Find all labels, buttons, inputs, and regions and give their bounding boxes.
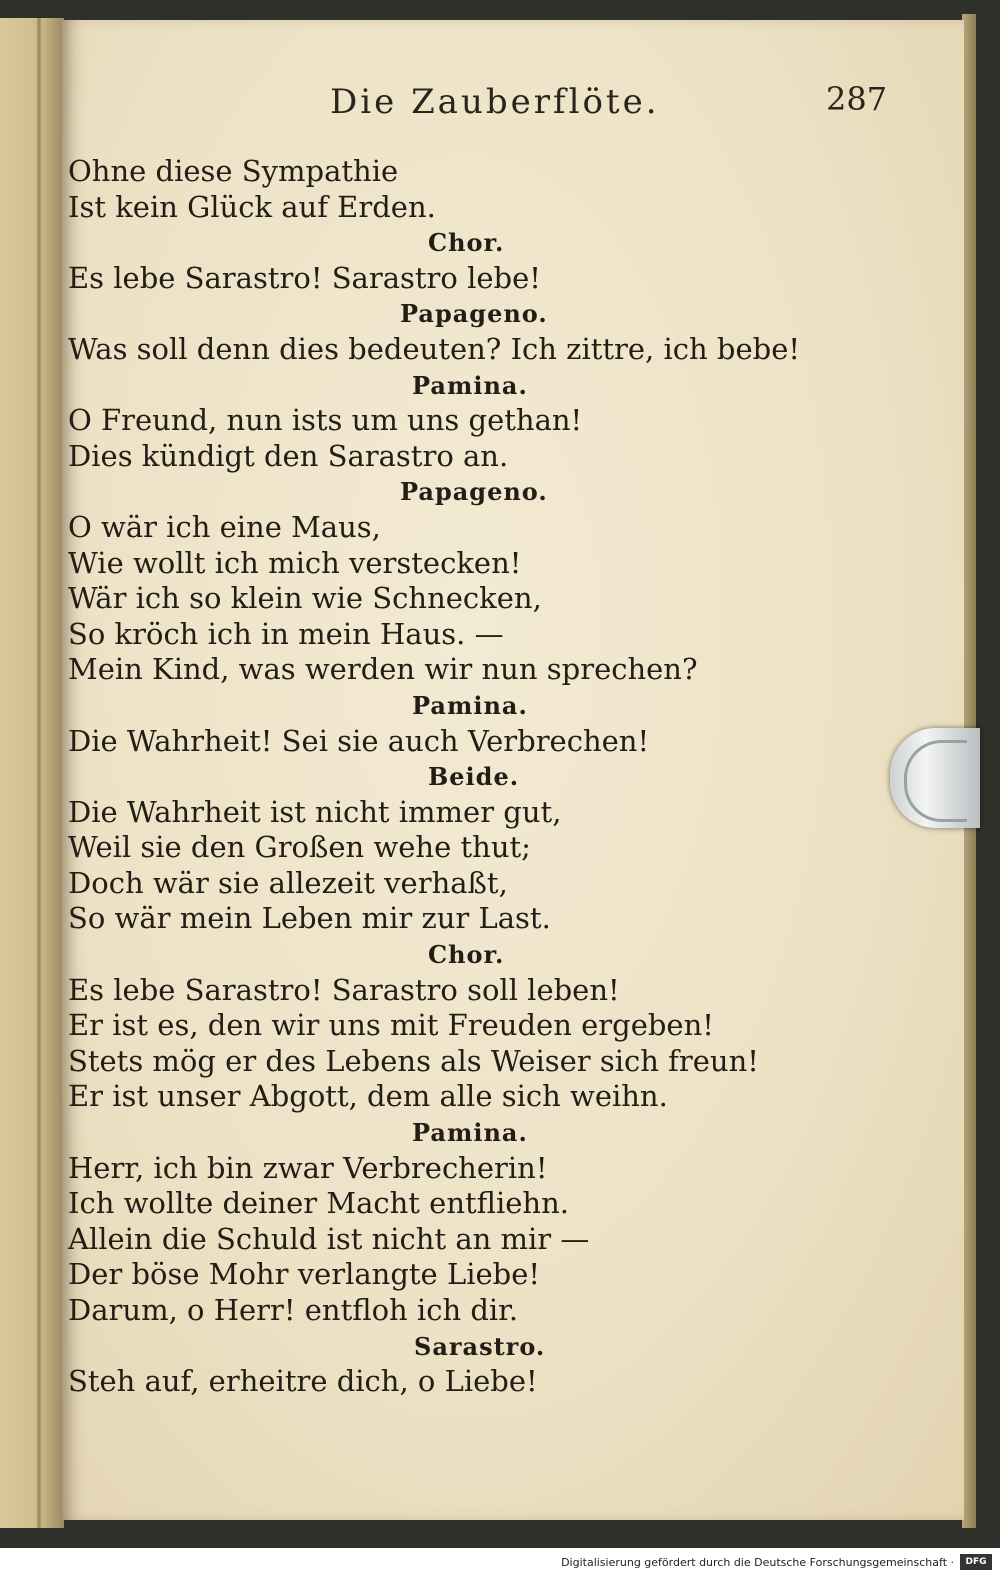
verse-line: Die Wahrheit! Sei sie auch Verbrechen! (68, 723, 650, 758)
verse-line: Er ist unser Abgott, dem alle sich weihn. (68, 1079, 668, 1114)
verse-line: Was soll denn dies bedeuten? Ich zittre, ich bebe! (68, 331, 801, 366)
verse-line: Herr, ich bin zwar Verbrecherin! (68, 1150, 548, 1185)
funding-credit: Digitalisierung gefördert durch die Deutsche Forschungsgemeinschaft · (561, 1556, 954, 1569)
verse-line: So wär mein Leben mir zur Last. (68, 901, 551, 936)
verse-line: Es lebe Sarastro! Sarastro lebe! (68, 260, 541, 295)
facing-page-edge (0, 18, 64, 1528)
speaker-heading: Papageno. (400, 477, 548, 507)
verse-line: Er ist es, den wir uns mit Freuden ergeben! (68, 1008, 714, 1043)
page-number: 287 (826, 80, 888, 118)
verse-line: O wär ich eine Maus, (68, 509, 381, 544)
speaker-heading: Chor. (428, 940, 505, 970)
verse-line: Ist kein Glück auf Erden. (68, 189, 436, 224)
speaker-heading: Chor. (428, 228, 505, 258)
verse-line: Wie wollt ich mich verstecken! (68, 545, 522, 580)
verse-line: Doch wär sie allezeit verhaßt, (68, 865, 508, 900)
verse-line: Ohne diese Sympathie (68, 154, 399, 188)
speaker-heading: Pamina. (412, 1118, 528, 1148)
verse-line: So kröch ich in mein Haus. — (68, 616, 504, 651)
verse-line: Die Wahrheit ist nicht immer gut, (68, 794, 562, 829)
verse-line: Darum, o Herr! entfloh ich dir. (68, 1293, 519, 1327)
verse-line: Allein die Schuld ist nicht an mir — (68, 1221, 590, 1256)
speaker-heading: Papageno. (400, 299, 548, 329)
verse-line: Stets mög er des Lebens als Weiser sich freun! (68, 1043, 759, 1078)
speaker-heading: Pamina. (412, 370, 528, 400)
verse-line: O Freund, nun ists um uns gethan! (68, 403, 583, 438)
speaker-heading: Beide. (428, 762, 520, 792)
verse-line: Mein Kind, was werden wir nun sprechen? (68, 652, 698, 687)
running-title: Die Zauberflöte. (330, 82, 660, 122)
verse-line: Steh auf, erheitre dich, o Liebe! (68, 1364, 538, 1399)
verse-line: Es lebe Sarastro! Sarastro soll leben! (68, 972, 620, 1007)
speaker-heading: Sarastro. (414, 1331, 546, 1361)
speaker-heading: Pamina. (412, 690, 528, 720)
verse-line: Der böse Mohr verlangte Liebe! (68, 1257, 541, 1292)
page-clip (890, 728, 980, 828)
dfg-logo: DFG (960, 1554, 992, 1570)
verse-line: Dies kündigt den Sarastro an. (68, 438, 509, 473)
page-text (68, 154, 898, 1400)
verse-line: Weil sie den Großen wehe thut; (68, 830, 531, 865)
verse-line: Ich wollte deiner Macht entfliehn. (68, 1186, 570, 1221)
verse-line: Wär ich so klein wie Schnecken, (68, 581, 542, 616)
